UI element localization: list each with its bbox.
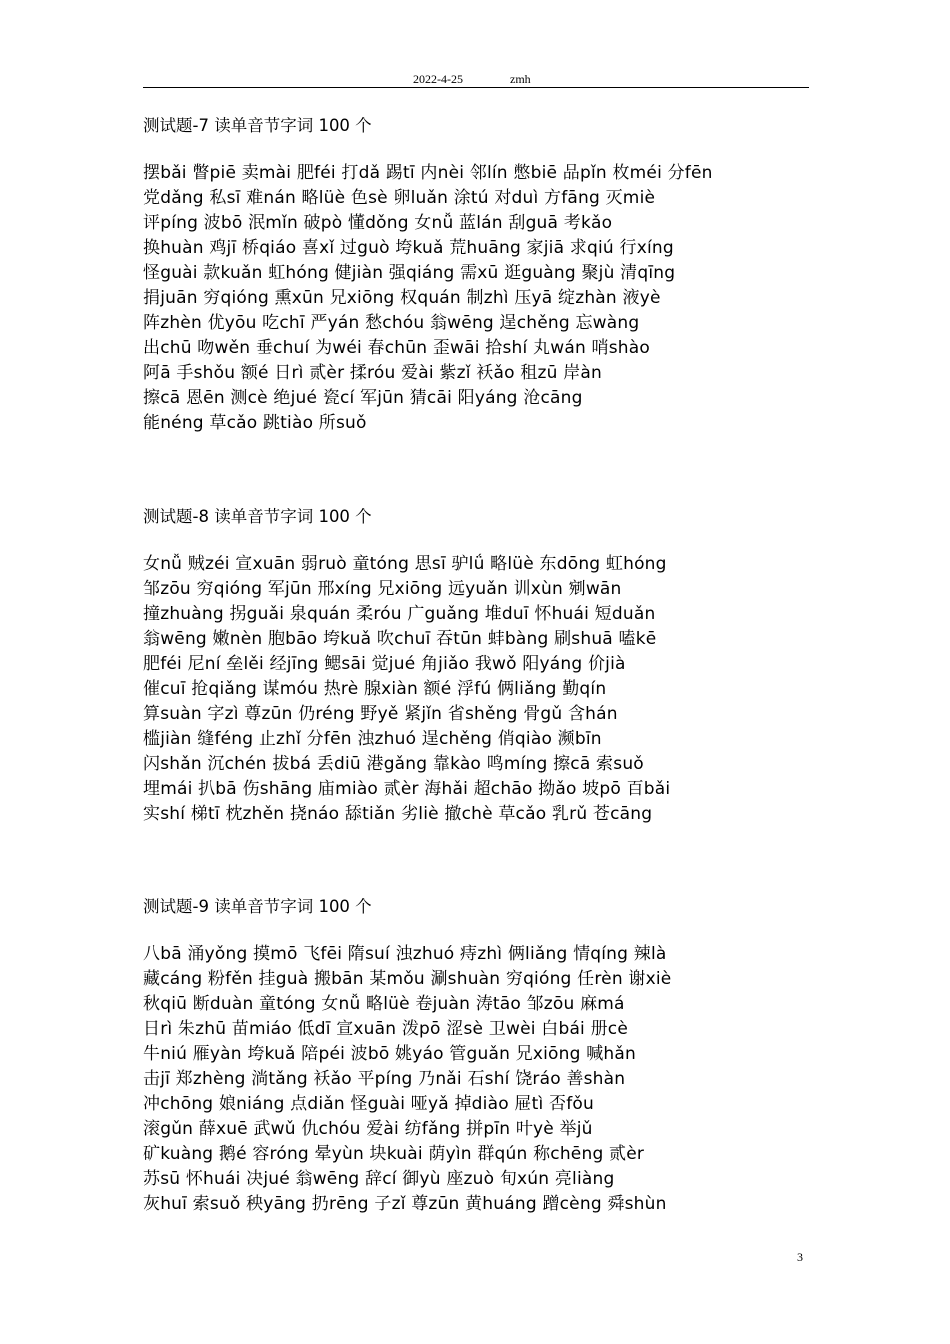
- word-line: 埋mái 扒bā 伤shāng 庙miào 贰èr 海hǎi 超chāo 拗ǎo 坡pō 百bǎi: [143, 779, 671, 799]
- word-line: 女nǚ 贼zéi 宣xuān 弱ruò 童tóng 思sī 驴lǘ 略lüè 东dōng 虹hóng: [143, 554, 667, 574]
- word-line: 苏sū 怀huái 决jué 翁wēng 辞cí 御yù 座zuò 旬xún 亮liàng: [143, 1169, 615, 1189]
- word-line: 阿ā 手shǒu 额é 日rì 贰èr 揉róu 爱ài 紫zǐ 袄ǎo 租zū 岸àn: [143, 363, 602, 383]
- word-line: 槛jiàn 缝féng 止zhǐ 分fēn 浊zhuó 逞chěng 俏qiào 濒bīn: [143, 729, 602, 749]
- word-list: [143, 161, 813, 436]
- word-line: 实shí 梯tī 枕zhěn 挠náo 舔tiǎn 劣liè 撤chè 草cǎo 乳rǔ 苍cāng: [143, 804, 653, 824]
- word-line: 闪shǎn 沉chén 拔bá 丢diū 港gǎng 靠kào 鸣míng 擦cā 索suǒ: [143, 754, 644, 774]
- word-line: 肥féi 尼ní 垒lěi 经jīng 鳃sāi 觉jué 角jiǎo 我wǒ 阳yáng 价jià: [143, 654, 626, 674]
- word-line: 八bā 涌yǒng 摸mō 飞fēi 隋suí 浊zhuó 痔zhì 俩liǎng 情qíng 辣là: [143, 944, 667, 964]
- word-line: 换huàn 鸡jī 桥qiáo 喜xǐ 过guò 垮kuǎ 荒huāng 家jiā 求qiú 行xíng: [143, 238, 674, 258]
- section-title: 测试题-7 读单音节字词 100 个: [143, 116, 372, 135]
- word-line: 能néng 草cǎo 跳tiào 所suǒ: [143, 413, 367, 433]
- word-line: 出chū 吻wěn 垂chuí 为wéi 春chūn 歪wāi 拾shí 丸wán 哨shào: [143, 338, 650, 358]
- word-line: 冲chōng 娘niáng 点diǎn 怪guài 哑yǎ 掉diào 屉tì 否fǒu: [143, 1094, 594, 1114]
- word-line: 党dǎng 私sī 难nán 略lüè 色sè 卵luǎn 涂tú 对duì 方fāng 灭miè: [143, 188, 656, 208]
- page-number: 3: [797, 1250, 803, 1264]
- word-line: 捐juān 穷qióng 熏xūn 兄xiōng 权quán 制zhì 压yā 绽zhàn 液yè: [143, 288, 661, 308]
- word-line: 日rì 朱zhū 苗miáo 低dī 宣xuān 泼pō 涩sè 卫wèi 白bái 册cè: [143, 1019, 628, 1039]
- section-title: 测试题-9 读单音节字词 100 个: [143, 897, 372, 916]
- word-line: 翁wēng 嫩nèn 胞bāo 垮kuǎ 吹chuī 吞tūn 蚌bàng 刷shuā 嗑kē: [143, 629, 657, 649]
- word-list: [143, 552, 813, 827]
- word-line: 算suàn 字zì 尊zūn 仍réng 野yě 紧jǐn 省shěng 骨gǔ 含hán: [143, 704, 618, 724]
- word-line: 藏cáng 粉fěn 挂guà 搬bān 某mǒu 涮shuàn 穷qióng 任rèn 谢xiè: [143, 969, 672, 989]
- word-line: 催cuī 抢qiǎng 谋móu 热rè 腺xiàn 额é 浮fú 俩liǎng 勤qín: [143, 679, 607, 699]
- word-line: 牛niú 雁yàn 垮kuǎ 陪péi 波bō 姚yáo 管guǎn 兄xiōng 喊hǎn: [143, 1044, 636, 1064]
- word-line: 擦cā 恩ēn 测cè 绝jué 瓷cí 军jūn 猜cāi 阳yáng 沧cāng: [143, 388, 583, 408]
- word-line: 评píng 波bō 泯mǐn 破pò 懂dǒng 女nǚ 蓝lán 刮guā 考kǎo: [143, 213, 613, 233]
- header-author: zmh: [510, 72, 531, 86]
- word-line: 击jī 郑zhèng 淌tǎng 袄ǎo 平píng 乃nǎi 石shí 饶ráo 善shàn: [143, 1069, 626, 1089]
- word-list: [143, 942, 813, 1217]
- word-line: 怪guài 款kuǎn 虹hóng 健jiàn 强qiáng 需xū 逛guàng 聚jù 清qīng: [143, 263, 676, 283]
- section-title: 测试题-8 读单音节字词 100 个: [143, 507, 372, 526]
- word-line: 摆bǎi 瞥piē 卖mài 肥féi 打dǎ 踢tī 内nèi 邻lín 憋biē 品pǐn 枚méi 分fēn: [143, 163, 713, 183]
- word-line: 阵zhèn 优yōu 吃chī 严yán 愁chóu 翁wēng 逞chěng 忘wàng: [143, 313, 640, 333]
- test-section-9: [143, 897, 813, 1217]
- word-line: 秋qiū 断duàn 童tóng 女nǚ 略lüè 卷juàn 涛tāo 邹zōu 麻má: [143, 994, 625, 1014]
- word-line: 撞zhuàng 拐guǎi 泉quán 柔róu 广guǎng 堆duī 怀huái 短duǎn: [143, 604, 656, 624]
- header-date: 2022-4-25: [413, 72, 463, 86]
- test-section-7: [143, 116, 813, 436]
- page-header: [143, 70, 809, 88]
- word-line: 邹zōu 穷qióng 军jūn 邢xíng 兄xiōng 远yuǎn 训xùn 剜wān: [143, 579, 622, 599]
- test-section-8: [143, 507, 813, 827]
- word-line: 矿kuàng 鹅é 容róng 晕yùn 块kuài 荫yìn 群qún 称chēng 贰èr: [143, 1144, 645, 1164]
- word-line: 灰huī 索suǒ 秧yāng 扔rēng 子zǐ 尊zūn 黄huáng 蹭cèng 舜shùn: [143, 1194, 667, 1214]
- word-line: 滚gǔn 薛xuē 武wǔ 仇chóu 爱ài 纺fǎng 拼pīn 叶yè 举jǔ: [143, 1119, 593, 1139]
